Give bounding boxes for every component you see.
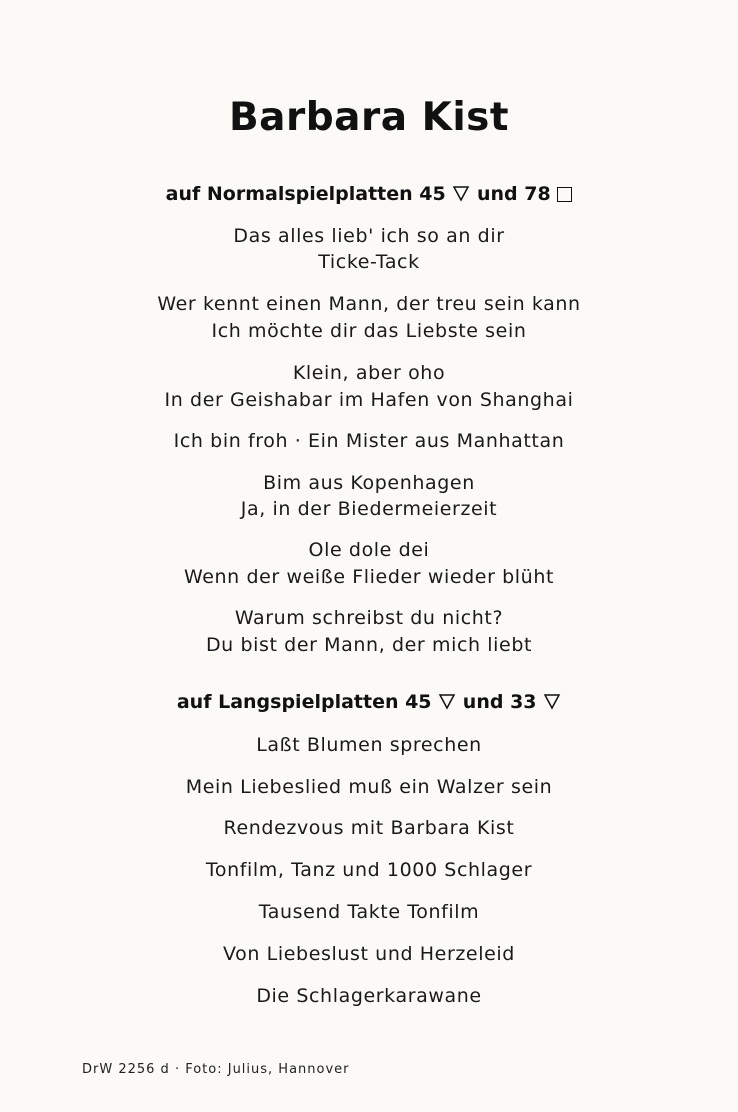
song-title: Wer kennt einen Mann, der treu sein kann — [157, 293, 581, 315]
song-title: Ticke-Tack — [318, 251, 420, 273]
song-title: Tausend Takte Tonfilm — [258, 901, 480, 923]
section-heading-text: auf Normalspielplatten 45 — [165, 183, 446, 205]
song-title: Rendezvous mit Barbara Kist — [223, 817, 515, 839]
song-title: Von Liebeslust und Herzeleid — [223, 943, 515, 965]
song-title: Ole dole dei — [308, 539, 430, 561]
song-title: Ich bin froh · Ein Mister aus Manhattan — [173, 430, 565, 452]
section-heading-and: und 33 — [462, 691, 537, 713]
square-icon — [557, 187, 572, 202]
song-title: Ich möchte dir das Liebste sein — [211, 320, 527, 342]
song-title: Die Schlagerkarawane — [256, 985, 482, 1007]
song-title: Tonfilm, Tanz und 1000 Schlager — [205, 859, 533, 881]
song-title: Ja, in der Biedermeierzeit — [240, 498, 498, 520]
print-credit-footer: DrW 2256 d · Foto: Julius, Hannover — [82, 1062, 350, 1077]
song-title: Das alles lieb' ich so an dir — [233, 225, 505, 247]
song-title: Warum schreibst du nicht? — [234, 607, 504, 629]
section-heading-langspielplatten — [0, 689, 738, 717]
artist-title: Barbara Kist — [228, 95, 510, 140]
song-title: Klein, aber oho — [292, 362, 446, 384]
song-title: Du bist der Mann, der mich liebt — [205, 634, 533, 656]
song-title: Bim aus Kopenhagen — [263, 472, 475, 494]
triangle-down-icon — [452, 183, 470, 209]
section-heading-normalspielplatten — [0, 181, 738, 209]
song-title: Mein Liebeslied muß ein Walzer sein — [185, 776, 553, 798]
song-title: Laßt Blumen sprechen — [256, 734, 482, 756]
triangle-down-icon — [438, 691, 456, 717]
section-heading-and: und 78 — [476, 183, 551, 205]
section-heading-text: auf Langspielplatten 45 — [176, 691, 432, 713]
triangle-down-icon — [543, 691, 561, 717]
song-title: In der Geishabar im Hafen von Shanghai — [164, 389, 574, 411]
song-title: Wenn der weiße Flieder wieder blüht — [183, 566, 555, 588]
